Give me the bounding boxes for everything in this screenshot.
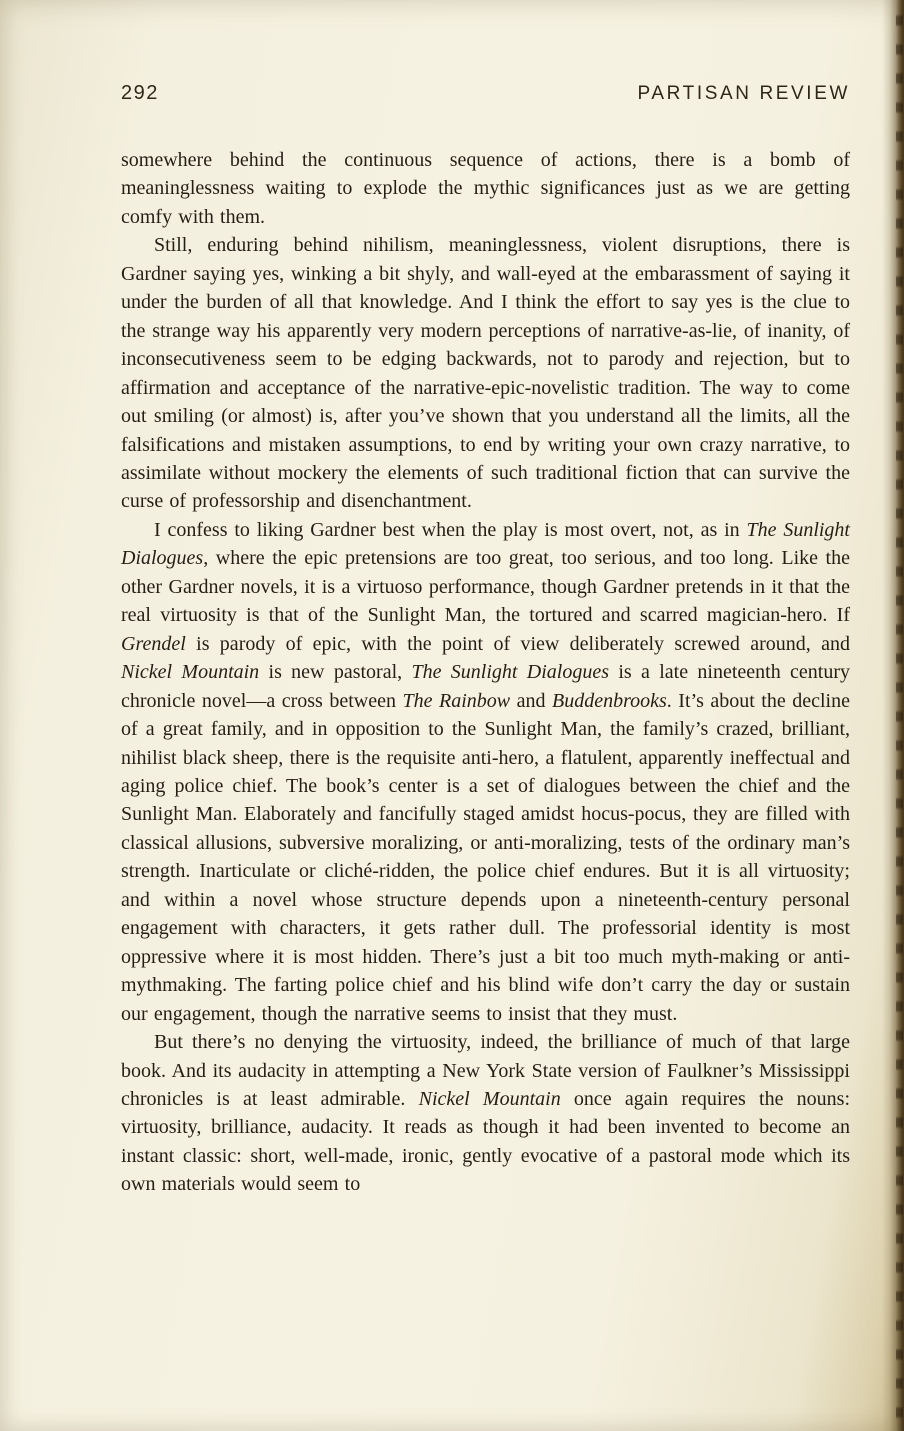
book-fore-edge-shadow [882,0,904,1431]
text-run: . It’s about the decline of a great family, and in opposition to the Sunlight Man, the family’s crazed, brilliant, nihilist black sheep, there is the requisite anti-hero, a flatulent, apparently ineffectual and aging police chief. The book’s center is a set of dialogues between the chief and the Sunlight Man. Elaborately and fancifully staged amidst hocus-pocus, they are filled with classical allusions, subversive moralizing, or anti-moralizing, tests of the ordinary man’s strength. Inarticulate or cliché-ridden, the police chief endures. But it is all virtuosity; and within a novel whose structure depends upon a nineteenth-century personal engagement with characters, it gets rather dull. The professorial identity is most oppressive where it is most hidden. There’s just a bit too much myth-making or anti-mythmaking. The farting police chief and his blind wife don’t carry the day or sustain our engagement, though the narrative seems to insist that they must. [121,689,850,1025]
book-title-italic: The Rainbow [402,689,511,712]
text-run: But there’s no denying the virtuosity, indeed, the brilliance of much of that large book. And its audacity in attempting a New York State version of Faulkner’s Mississippi chronicles is at least admirable. [121,1031,850,1110]
book-title-italic: Nickel Mountain [418,1087,561,1110]
text-run: somewhere behind the continuous sequence of actions, there is a bomb of meaninglessness waiting to explode the mythic significances just as we are getting comfy with them. [121,149,850,228]
paragraph [121,516,850,1028]
body-text [121,146,850,1199]
paragraph [121,1028,850,1199]
book-title-italic: Nickel Mountain [121,661,260,684]
book-title-italic: Buddenbrooks [552,689,667,712]
book-title-italic: Grendel [121,632,186,655]
text-run: and [510,689,552,712]
text-run: Still, enduring behind nihilism, meaninglessness, violent disruptions, there is Gardner saying yes, winking a bit shyly, and wall-eyed at the embarassment of saying it under the burden of all that knowledge. And I think the effort to say yes is the clue to the strange way his apparently very modern perceptions of narrative-as-lie, of inanity, of inconsecutiveness seem to be edging backwards, not to parody and rejection, but to affirmation and acceptance of the narrative-epic-novelistic tradition. The way to come out smiling (or almost) is, after you’ve shown that you understand all the limits, all the falsifications and mistaken assumptions, to end by writing your own crazy narrative, to assimilate without mockery the elements of such traditional fiction that can survive the curse of professorship and disenchantment. [121,234,850,513]
text-run: , where the epic pretensions are too great, too serious, and too long. Like the other Gardner novels, it is a virtuoso performance, though Gardner pretends in it that the real virtuosity is that of the Sunlight Man, the tortured and scarred magician-hero. If [121,547,850,627]
page-header [121,82,850,105]
book-title-italic: The Sunlight Dialogues [121,518,850,570]
paragraph [121,146,850,231]
page-number: 292 [121,82,159,104]
fore-edge-page-marks [896,4,903,1427]
text-run: once again requires the nouns: virtuosity, brilliance, audacity. It reads as though it had been invented to become an instant classic: short, well-made, ironic, gently evocative of a pastoral mode which its own materials would seem to [121,1087,850,1196]
journal-title: PARTISAN REVIEW [637,83,850,104]
text-run: is parody of epic, with the point of view deliberately screwed around, and [185,632,850,655]
text-run: is new pastoral, [259,661,412,684]
book-title-italic: The Sunlight Dialogues [411,661,610,684]
text-run: I confess to liking Gardner best when the play is most overt, not, as in [154,518,747,541]
paragraph [121,231,850,516]
text-run: is a late nineteenth century chronicle novel—a cross between [121,661,850,712]
